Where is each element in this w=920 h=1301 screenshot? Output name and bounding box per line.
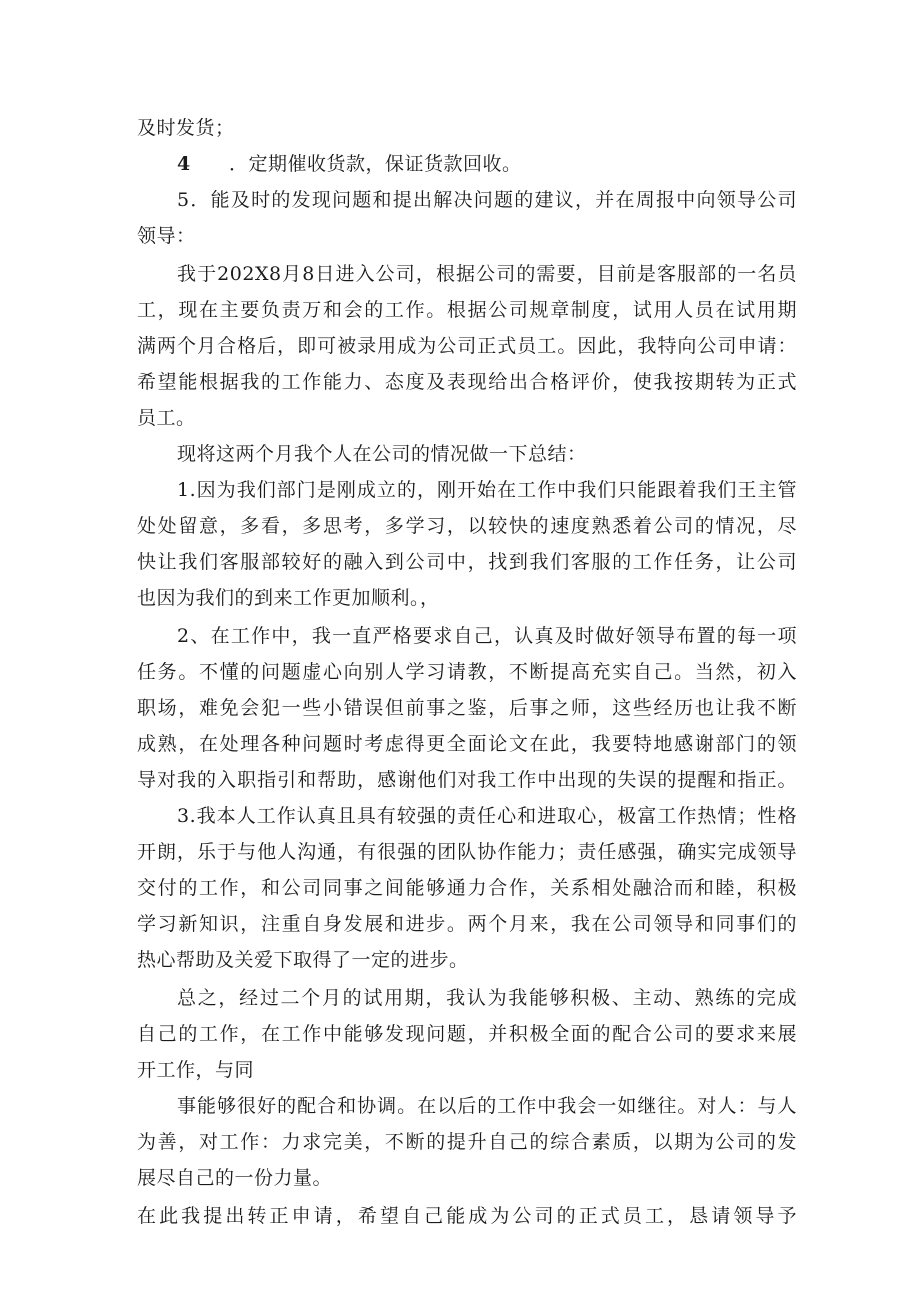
text-line: 学习新知识，注重自身发展和进步。两个月来，我在公司领导和同事们的 [137,913,797,935]
text-line: 希望能根据我的工作能力、态度及表现给出合格评价，使我按期转为正式 [137,371,797,393]
text-line: 任务。不懂的问题虚心向别人学习请教，不断提高充实自己。当然，初入 [137,661,797,683]
text-line: 我于202X8月8日进入公司，根据公司的需要，目前是客服部的一名员 [177,263,797,285]
text-line: 5．能及时的发现问题和提出解决问题的建议，并在周报中向领导公司 [177,189,797,211]
text-line: 职场，难免会犯一些小错误但前事之鉴，后事之师，这些经历也让我不断 [137,697,797,719]
text-line: 导对我的入职指引和帮助，感谢他们对我工作中出现的失误的提醒和指正。 [137,769,797,791]
text-line: 现将这两个月我个人在公司的情况做一下总结： [177,443,587,465]
text-line: 3.我本人工作认真且具有较强的责任心和进取心，极富工作热情；性格 [177,805,797,827]
text-line: 热心帮助及关爱下取得了一定的进步。 [137,949,469,971]
text-line: 1.因为我们部门是刚成立的，刚开始在工作中我们只能跟着我们王主管 [177,479,797,501]
text-line: 领导： [137,225,196,247]
text-line: 为善，对工作：力求完美，不断的提升自己的综合素质，以期为公司的发 [137,1131,797,1153]
text-line: 2、在工作中，我一直严格要求自己，认真及时做好领导布置的每一项 [177,625,797,647]
text-line: 员工。 [137,407,196,429]
text-line: 自己的工作，在工作中能够发现问题，并积极全面的配合公司的要求来展 [137,1023,797,1045]
item-text: ．定期催收货款，保证货款回收。 [229,153,522,175]
text-line: 成熟，在处理各种问题时考虑得更全面论文在此，我要特地感谢部门的领 [137,733,797,755]
text-line: 满两个月合格后，即可被录用成为公司正式员工。因此，我特向公司申请： [137,335,797,357]
text-line: 开朗，乐于与他人沟通，有很强的团队协作能力；责任感强，确实完成领导 [137,841,797,863]
text-line: 交付的工作，和公司同事之间能够通力合作，关系相处融洽而和睦，积极 [137,877,797,899]
text-line-item-4 [177,147,577,181]
text-line: 也因为我们的到来工作更加顺利。， [137,587,440,609]
text-line: 事能够很好的配合和协调。在以后的工作中我会一如继往。对人：与人 [177,1095,797,1117]
text-line: 在此我提出转正申请，希望自己能成为公司的正式员工，恳请领导予 [137,1205,797,1227]
text-line: 处处留意，多看，多思考，多学习，以较快的速度熟悉着公司的情况，尽 [137,515,797,537]
text-line: 展尽自己的一份力量。 [137,1167,333,1189]
text-line: 开工作，与同 [137,1059,255,1081]
text-line: 及时发货； [137,117,235,139]
item-number: 4 [177,153,191,175]
text-line: 快让我们客服部较好的融入到公司中，找到我们客服的工作任务，让公司 [137,551,797,573]
text-line: 总之，经过二个月的试用期，我认为我能够积极、主动、熟练的完成 [177,987,797,1009]
text-line: 工，现在主要负责万和会的工作。根据公司规章制度，试用人员在试用期 [137,299,797,321]
